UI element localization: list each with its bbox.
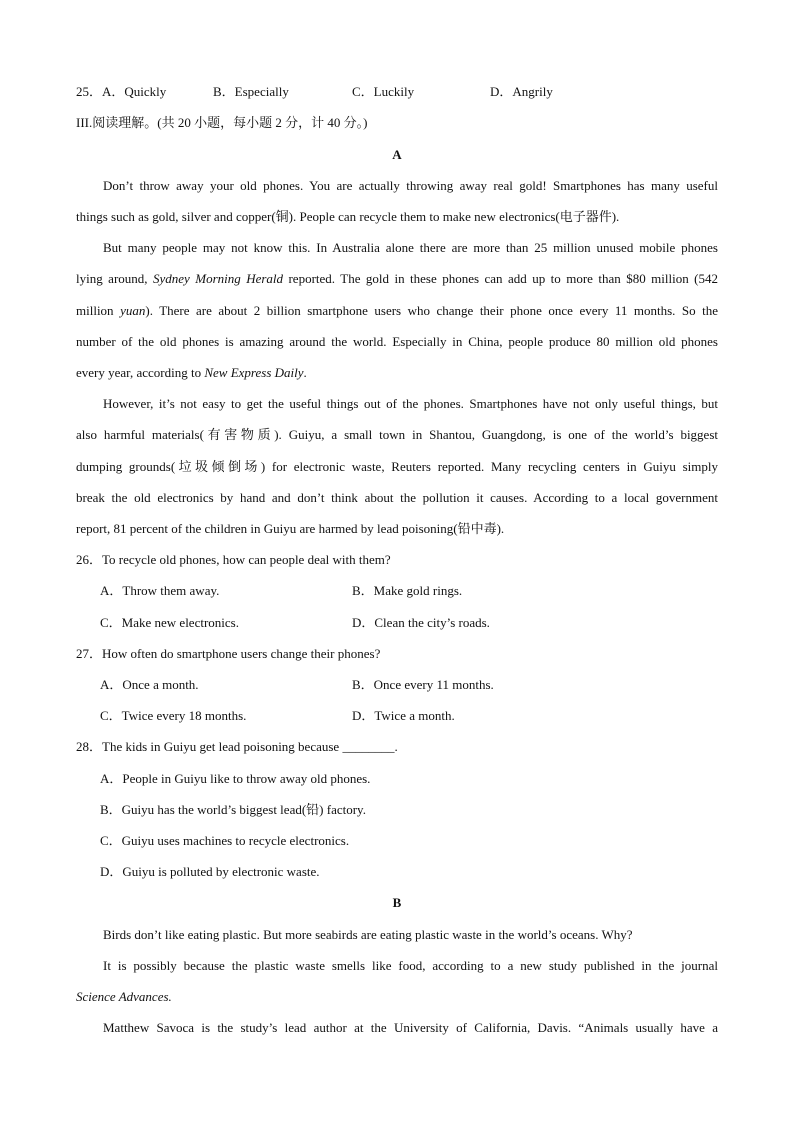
question-26-stem: 26．To recycle old phones, how can people deal with them? bbox=[76, 552, 391, 567]
passage-a-label: A bbox=[392, 147, 402, 162]
passage-a-p2-line3 bbox=[76, 303, 718, 319]
passage-a-p2-line5 bbox=[76, 365, 718, 381]
question-28-option-b: B．Guiyu has the world’s biggest lead(铅) factory. bbox=[100, 802, 366, 817]
text-span: reported. The gold in these phones can add up to more than $80 million (542 bbox=[283, 271, 719, 286]
question-27-stem: 27．How often do smartphone users change their phones? bbox=[76, 646, 381, 661]
passage-a-p3-line5: report, 81 percent of the children in Guiyu are harmed by lead poisoning(铅中毒). bbox=[76, 521, 505, 536]
passage-a-p2-line2 bbox=[76, 271, 718, 287]
source-name: Sydney Morning Herald bbox=[152, 271, 284, 286]
passage-b-p2-line1: It is possibly because the plastic waste smells like food, according to a new study published in the journal bbox=[103, 958, 718, 973]
passage-a-p3-line4: break the old electronics by hand and don’t think about the pollution it causes. According to a local government bbox=[76, 490, 718, 505]
question-27-option-a: A．Once a month. bbox=[100, 677, 199, 692]
question-26-option-a: A．Throw them away. bbox=[100, 583, 220, 598]
question-28-option-c: C．Guiyu uses machines to recycle electronics. bbox=[100, 833, 350, 848]
question-28-option-d: D．Guiyu is polluted by electronic waste. bbox=[100, 864, 320, 879]
passage-a-p2-line4: number of the old phones is amazing around the world. Especially in China, people produce 80 million old phones bbox=[76, 334, 718, 349]
text-span: lying around, bbox=[76, 271, 153, 286]
currency-unit: yuan bbox=[120, 303, 146, 318]
text-span: ). There are about 2 billion smartphone users who change their phone once every 11 months. So the bbox=[145, 303, 719, 318]
journal-name: Science Advances. bbox=[76, 989, 172, 1004]
question-25 bbox=[76, 84, 166, 100]
question-26-option-b: B．Make gold rings. bbox=[352, 583, 463, 598]
passage-b-p3-line1: Matthew Savoca is the study’s lead author at the University of California, Davis. “Animals usually have a bbox=[103, 1020, 718, 1035]
source-name: New Express Daily bbox=[204, 365, 304, 380]
passage-a-p1-line2: things such as gold, silver and copper(铜). People can recycle them to make new electronics(电子器件). bbox=[76, 209, 620, 224]
passage-b-p1: Birds don’t like eating plastic. But more seabirds are eating plastic waste in the world’s oceans. Why? bbox=[103, 927, 633, 942]
question-28-option-a: A．People in Guiyu like to throw away old phones. bbox=[100, 771, 371, 786]
question-27-option-b: B．Once every 11 months. bbox=[352, 677, 494, 692]
section-heading: III.阅读理解。(共 20 小题，每小题 2 分，计 40 分。) bbox=[76, 115, 368, 130]
question-28-stem: 28．The kids in Guiyu get lead poisoning because ________. bbox=[76, 739, 398, 754]
question-27-option-d: D．Twice a month. bbox=[352, 708, 455, 723]
question-number: 25． bbox=[76, 84, 103, 99]
passage-a-p3-line1: However, it’s not easy to get the useful things out of the phones. Smartphones have not only useful things, but bbox=[103, 396, 718, 411]
passage-a-p3-line2: also harmful materials(有害物质). Guiyu, a small town in Shantou, Guangdong, is one of the world’s biggest bbox=[76, 427, 718, 442]
passage-b-label: B bbox=[392, 895, 402, 910]
option-a: A．Quickly bbox=[102, 84, 167, 99]
option-d: D．Angrily bbox=[490, 84, 553, 99]
option-c: C．Luckily bbox=[352, 84, 415, 99]
passage-a-p2-line1: But many people may not know this. In Australia alone there are more than 25 million unused mobile phones bbox=[103, 240, 718, 255]
text-span: every year, according to bbox=[76, 365, 205, 380]
text-span: . bbox=[303, 365, 307, 380]
passage-b-p2-line2 bbox=[76, 989, 718, 1005]
option-b: B．Especially bbox=[213, 84, 289, 99]
question-27-option-c: C．Twice every 18 months. bbox=[100, 708, 247, 723]
question-26-option-c: C．Make new electronics. bbox=[100, 615, 239, 630]
passage-a-p3-line3: dumping grounds(垃圾倾倒场) for electronic waste, Reuters reported. Many recycling centers in Guiyu simply bbox=[76, 459, 718, 474]
text-span: million bbox=[76, 303, 121, 318]
question-26-option-d: D．Clean the city’s roads. bbox=[352, 615, 490, 630]
passage-a-p1-line1: Don’t throw away your old phones. You are actually throwing away real gold! Smartphones has many useful bbox=[103, 178, 718, 193]
